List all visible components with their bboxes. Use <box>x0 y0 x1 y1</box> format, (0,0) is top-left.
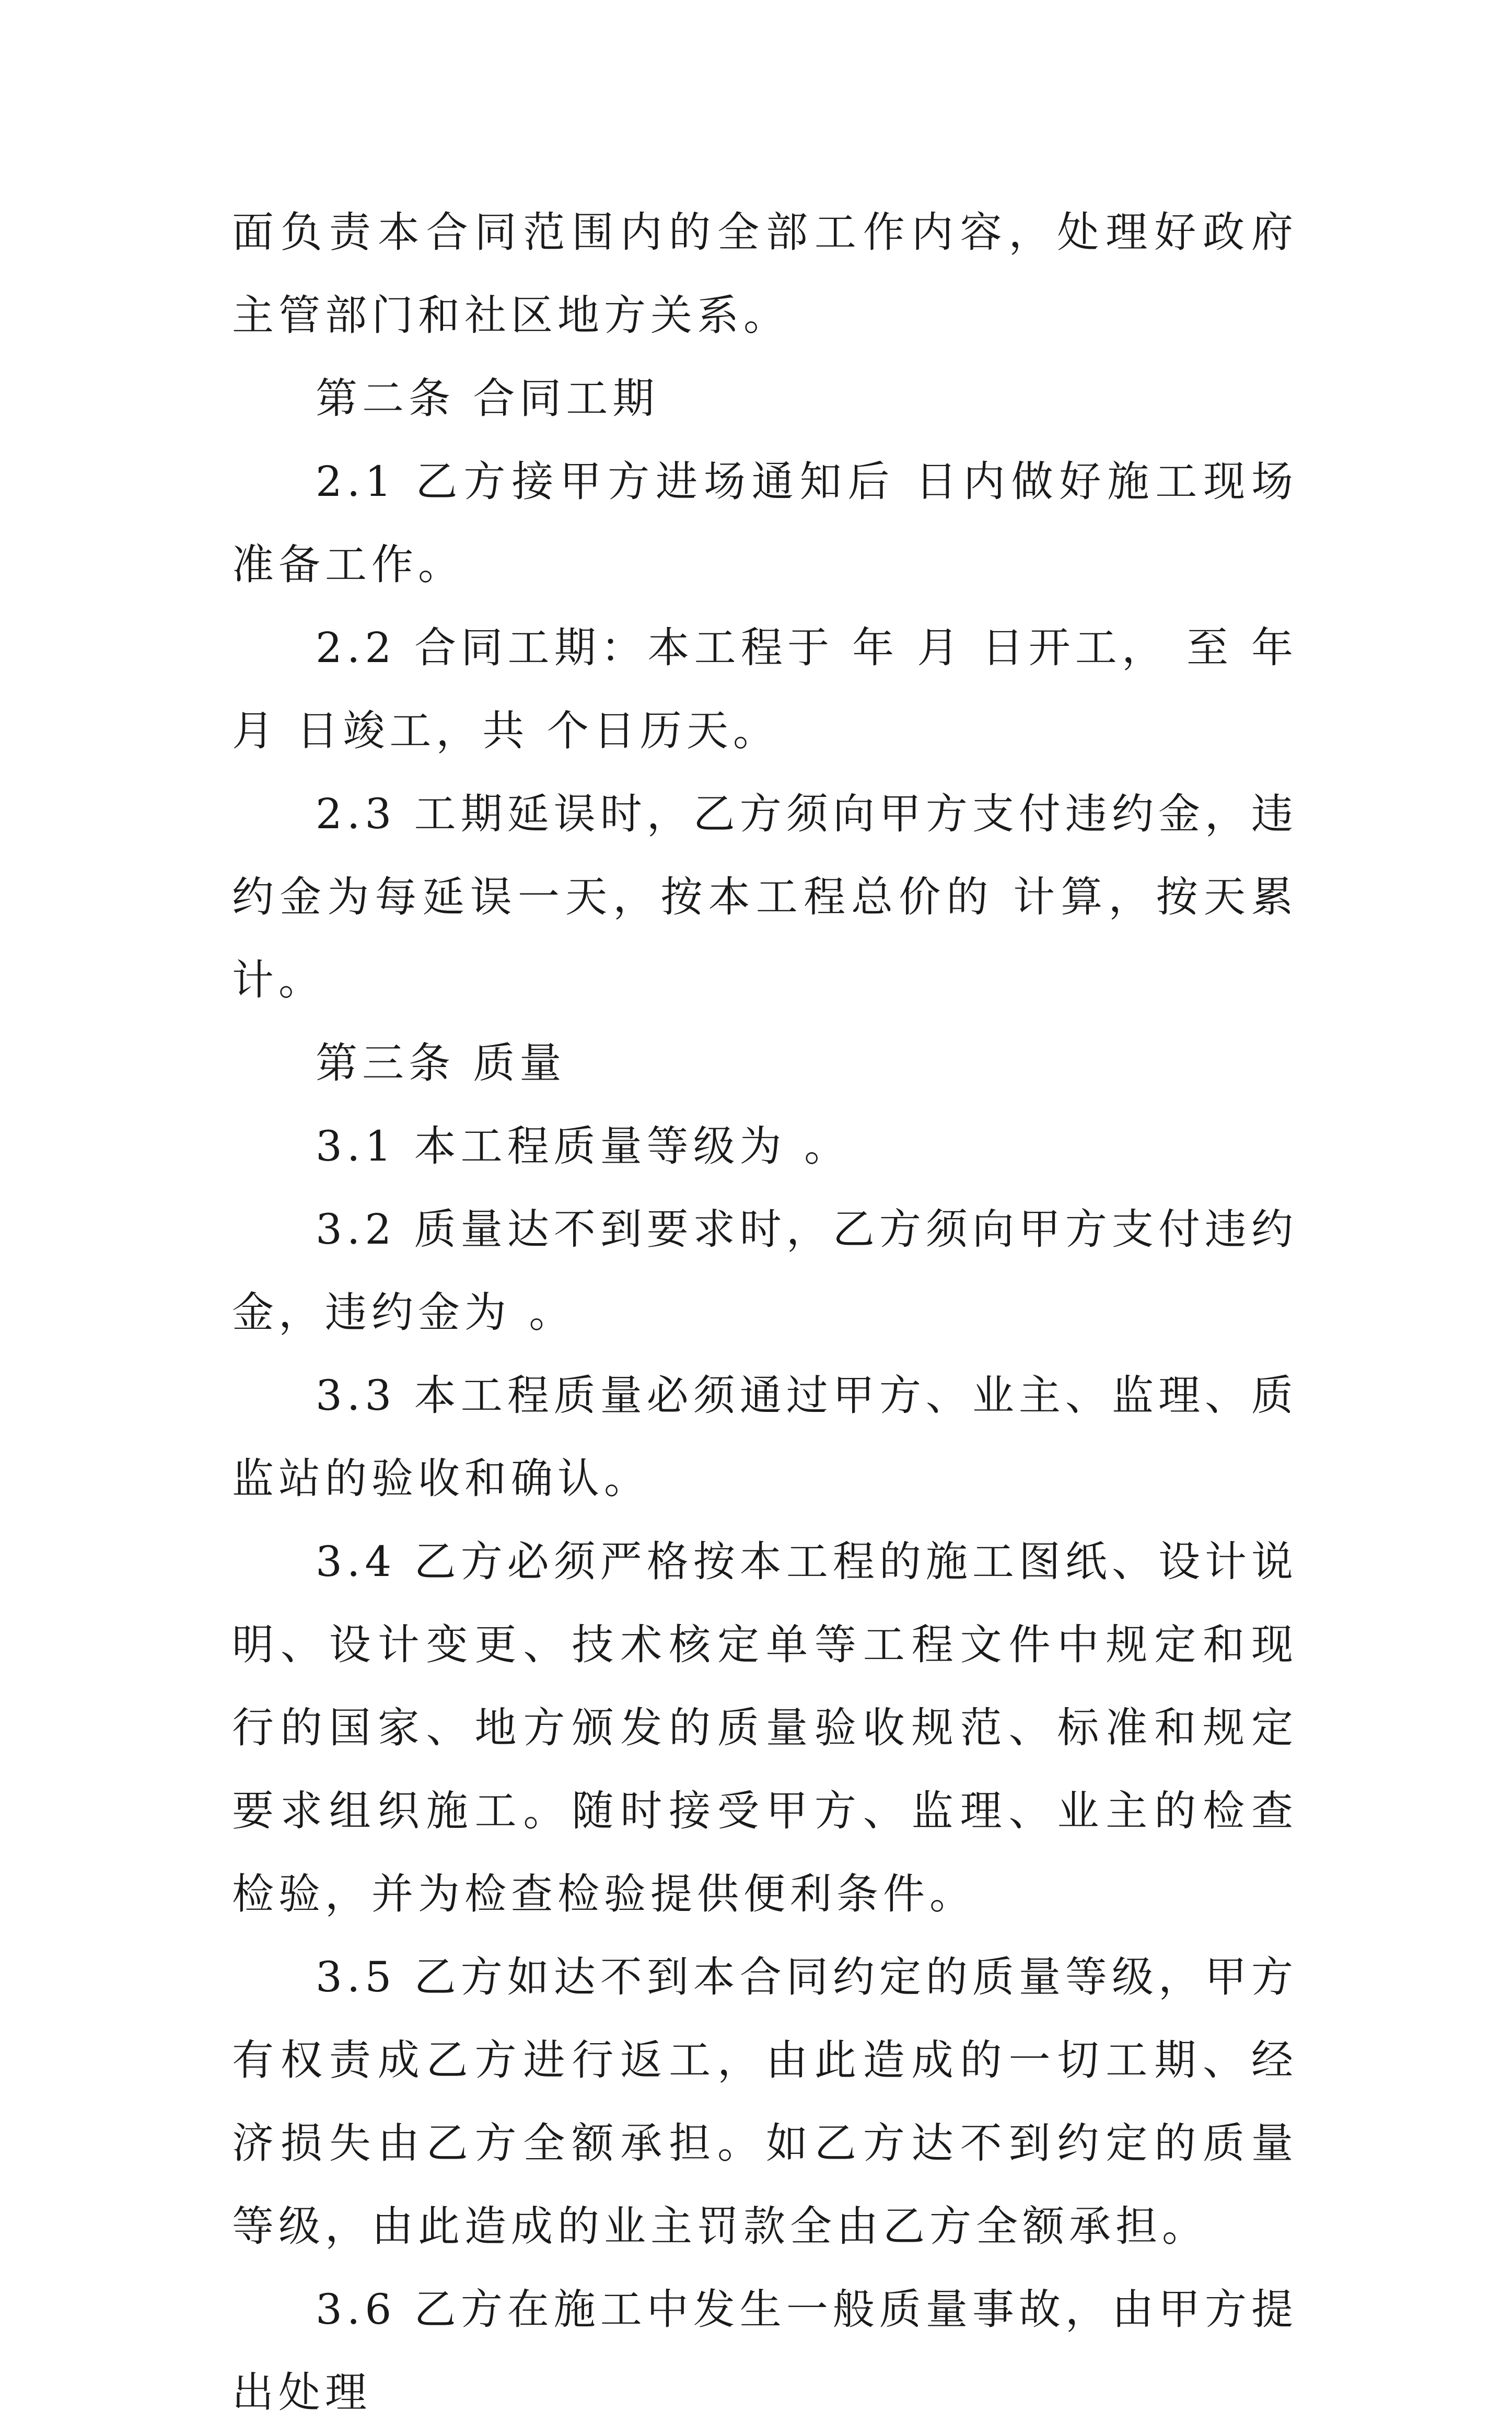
clause-2-3: 2.3 工期延误时，乙方须向甲方支付违约金，违约金为每延误一天，按本工程总价的 计算，按天累计。 <box>232 790 1298 1004</box>
clause-3-1: 3.1 本工程质量等级为 。 <box>316 1122 851 1170</box>
document-body <box>232 191 1298 2434</box>
clause-3-2: 3.2 质量达不到要求时，乙方须向甲方支付违约金，违约金为 。 <box>232 1205 1298 1337</box>
clause-3-6: 3.6 乙方在施工中发生一般质量事故，由甲方提出处理 <box>232 2285 1298 2417</box>
section-heading-3: 第三条 质量 <box>316 1039 566 1087</box>
section-heading-2: 第二条 合同工期 <box>316 374 659 423</box>
clause-2-1: 2.1 乙方接甲方进场通知后 日内做好施工现场准备工作。 <box>232 457 1298 589</box>
paragraph-continuation: 面负责本合同范围内的全部工作内容，处理好政府主管部门和社区地方关系。 <box>232 208 1298 340</box>
clause-3-3: 3.3 本工程质量必须通过甲方、业主、监理、质监站的验收和确认。 <box>232 1371 1298 1503</box>
clause-3-4: 3.4 乙方必须严格按本工程的施工图纸、设计说明、设计变更、技术核定单等工程文件中规定和现行的国家、地方颁发的质量验收规范、标准和规定要求组织施工。随时接受甲方、监理、业主的检查检验，并为检查检验提供便利条件。 <box>232 1537 1298 1918</box>
clause-3-5: 3.5 乙方如达不到本合同约定的质量等级，甲方有权责成乙方进行返工，由此造成的一切工期、经济损失由乙方全额承担。如乙方达不到约定的质量等级，由此造成的业主罚款全由乙方全额承担。 <box>232 1953 1298 2251</box>
clause-2-2: 2.2 合同工期：本工程于 年 月 日开工， 至 年 月 日竣工，共 个日历天。 <box>232 623 1298 755</box>
